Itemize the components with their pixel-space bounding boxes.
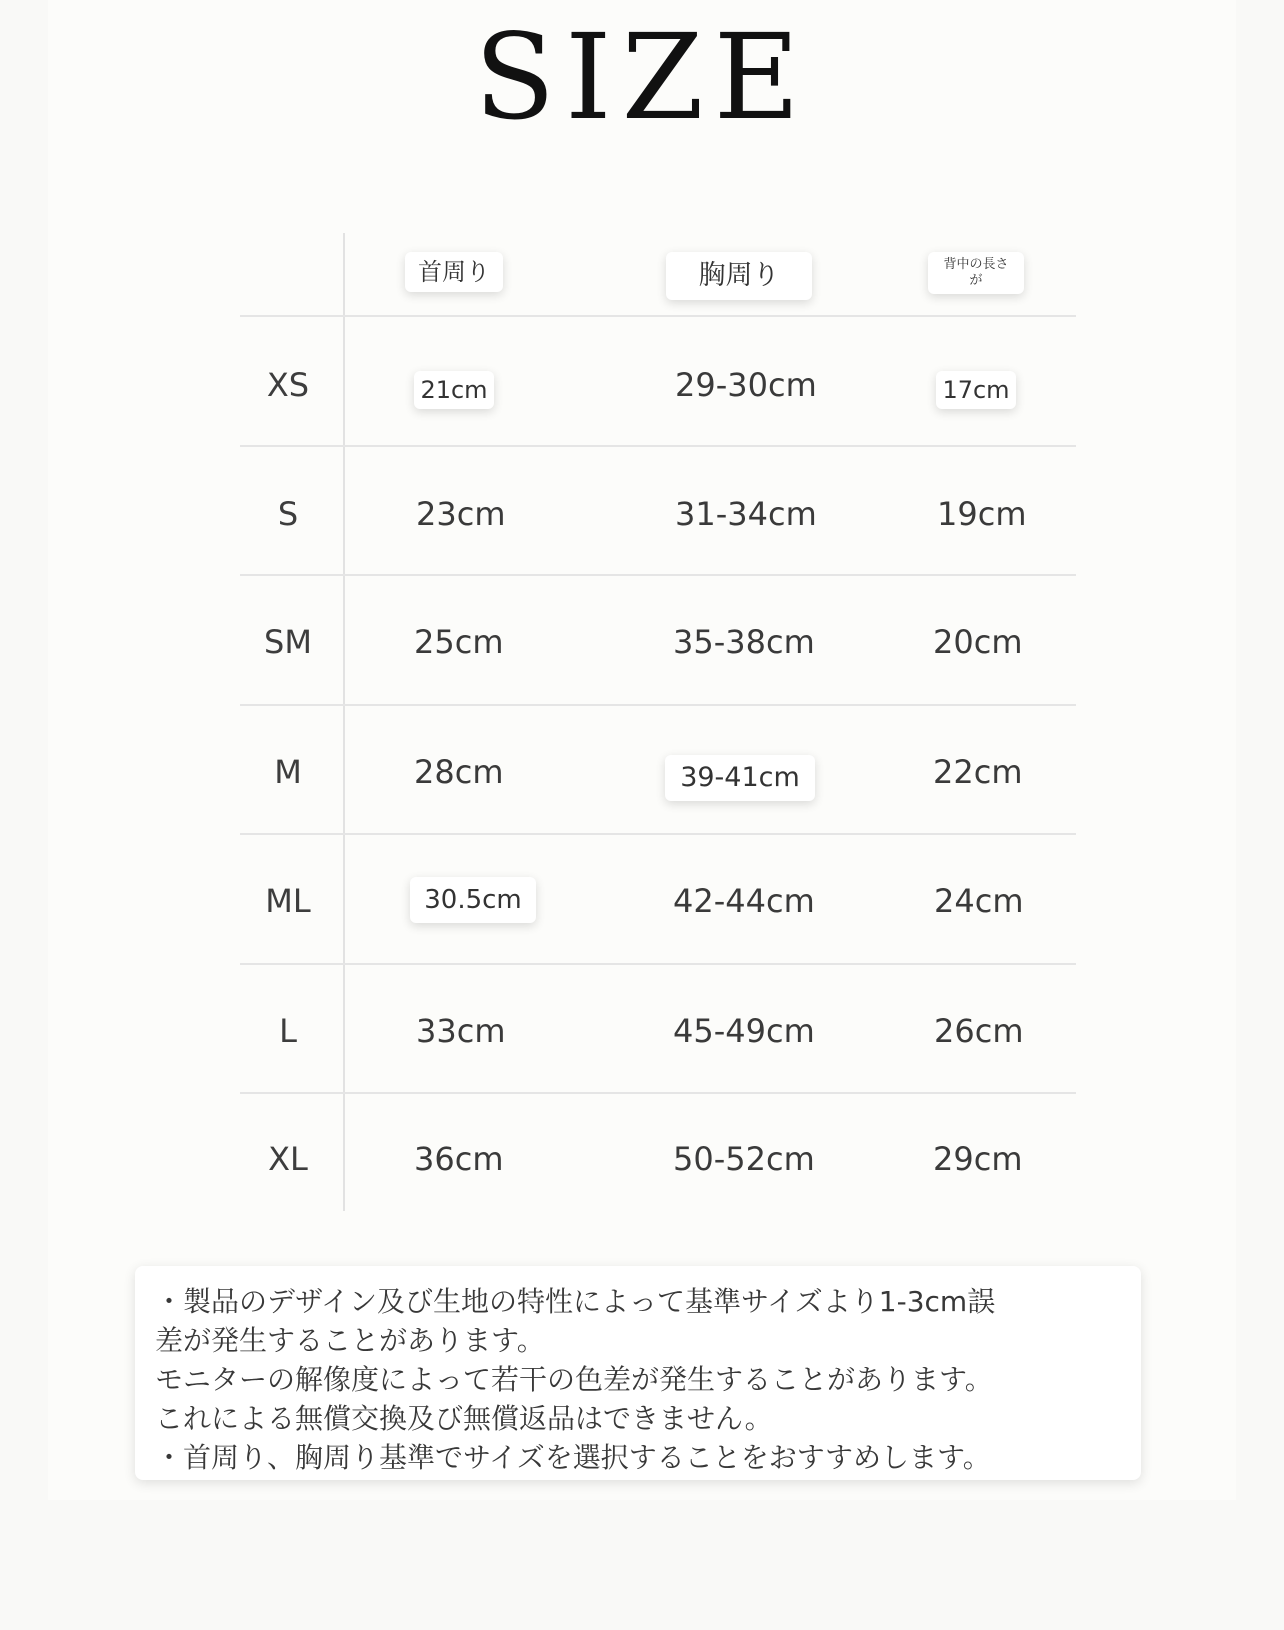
- size-label: M: [274, 753, 302, 791]
- note-line: ・製品のデザイン及び生地の特性によって基準サイズより1-3cm誤: [155, 1285, 996, 1318]
- neck-value: 21cm: [414, 371, 494, 409]
- neck-value: 36cm: [414, 1140, 504, 1178]
- table-divider: [240, 963, 1076, 965]
- note-line: ・首周り、胸周り基準でサイズを選択することをおすすめします。: [155, 1441, 991, 1474]
- size-label: SM: [264, 623, 312, 661]
- neck-value: 30.5cm: [410, 877, 536, 923]
- chest-value: 29-30cm: [675, 366, 817, 404]
- back-value: 19cm: [937, 495, 1027, 533]
- notes-box: [135, 1266, 1141, 1480]
- chest-value: 42-44cm: [673, 882, 815, 920]
- table-divider: [240, 1092, 1076, 1094]
- note-line: モニターの解像度によって若干の色差が発生することがあります。: [155, 1363, 993, 1396]
- table-divider: [240, 315, 1076, 317]
- chest-value: 39-41cm: [665, 755, 815, 801]
- header-back-length: [928, 252, 1024, 294]
- table-divider: [240, 445, 1076, 447]
- back-value: 29cm: [933, 1140, 1023, 1178]
- header-neck: 首周り: [405, 252, 503, 292]
- size-label: ML: [265, 882, 311, 920]
- table-divider: [240, 704, 1076, 706]
- header-back-length-line2: が: [969, 273, 983, 288]
- size-label: XL: [268, 1140, 308, 1178]
- back-value: 22cm: [933, 753, 1023, 791]
- chest-value: 50-52cm: [673, 1140, 815, 1178]
- chest-value: 31-34cm: [675, 495, 817, 533]
- neck-value: 25cm: [414, 623, 504, 661]
- size-label: XS: [266, 366, 310, 404]
- chest-value: 45-49cm: [673, 1012, 815, 1050]
- table-divider: [240, 833, 1076, 835]
- header-back-length-line1: 背中の長さ: [943, 257, 1009, 272]
- back-value: 20cm: [933, 623, 1023, 661]
- note-line: これによる無償交換及び無償返品はできません。: [155, 1402, 773, 1435]
- size-label: S: [277, 495, 299, 533]
- table-divider: [240, 574, 1076, 576]
- chest-value: 35-38cm: [673, 623, 815, 661]
- neck-value: 23cm: [416, 495, 506, 533]
- back-value: 26cm: [934, 1012, 1024, 1050]
- note-line: 差が発生することがあります。: [155, 1324, 545, 1357]
- table-vertical-divider: [343, 233, 345, 1211]
- page-title: SIZE: [474, 8, 810, 146]
- back-value: 24cm: [934, 882, 1024, 920]
- neck-value: 28cm: [414, 753, 504, 791]
- back-value: 17cm: [936, 371, 1016, 409]
- header-chest: 胸周り: [666, 252, 812, 300]
- neck-value: 33cm: [416, 1012, 506, 1050]
- size-label: L: [279, 1012, 297, 1050]
